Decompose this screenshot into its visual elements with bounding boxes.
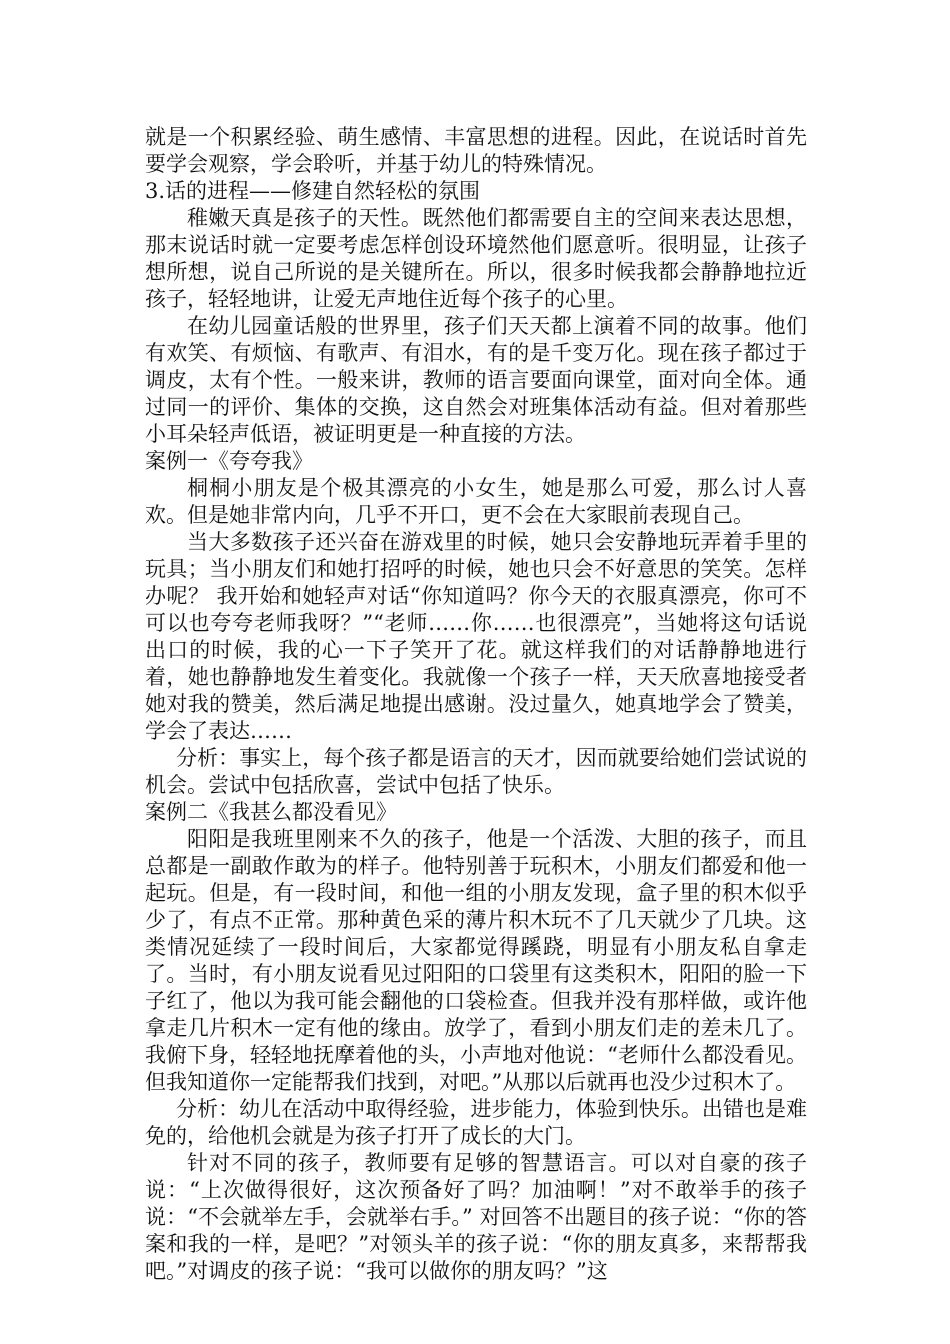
body-paragraph: 针对不同的孩子，教师要有足够的智慧语言。可以对自豪的孩子说：“上次做得很好，这次预备好了吗？加油啊！”对不敢举手的孩子说：“不会就举左手，会就举右手。” 对回答不出题目的孩子说：“你的答案和我的一样，是吧？”对领头羊的孩子说：“你的朋友真多，来帮帮我吧。”对调皮的孩子说：“我可以做你的朋友吗？”这	[145, 1151, 807, 1283]
case-heading: 案例二《我甚么都没看见》	[145, 800, 397, 824]
section-heading: 3.话的进程——修建自然轻松的氛围	[145, 179, 481, 203]
body-paragraph: 稚嫩天真是孩子的天性。既然他们都需要自主的空间来表达思想，那末说话时就一定要考虑怎样创设环境然他们愿意听。很明显，让孩子想所想，说自己所说的是关键所在。所以，很多时候我都会静静地拉近孩子，轻轻地讲，让爱无声地住近每个孩子的心里。	[145, 206, 807, 311]
body-paragraph: 在幼儿园童话般的世界里，孩子们天天都上演着不同的故事。他们有欢笑、有烦恼、有歌声、有泪水，有的是千变万化。现在孩子都过于调皮，太有个性。一般来讲，教师的语言要面向课堂，面对向全体。通过同一的评价、集体的交换，这自然会对班集体活动有益。但对着那些小耳朵轻声低语，被证明更是一种直接的方法。	[145, 314, 807, 446]
analysis-paragraph: 分析：事实上，每个孩子都是语言的天才，因而就要给她们尝试说的机会。尝试中包括欣喜，尝试中包括了快乐。	[145, 746, 807, 797]
body-paragraph: 就是一个积累经验、萌生感情、丰富思想的进程。因此，在说话时首先要学会观察，学会聆听，并基于幼儿的特殊情况。	[145, 125, 807, 176]
analysis-paragraph: 分析：幼儿在活动中取得经验，进步能力，体验到快乐。出错也是难免的，给他机会就是为孩子打开了成长的大门。	[145, 1097, 807, 1148]
body-paragraph: 阳阳是我班里刚来不久的孩子，他是一个活泼、大胆的孩子，而且总都是一副敢作敢为的样子。他特别善于玩积木，小朋友们都爱和他一起玩。但是，有一段时间，和他一组的小朋友发现，盒子里的积木似乎少了，有点不正常。那种黄色采的薄片积木玩不了几天就少了几块。这类情况延续了一段时间后，大家都觉得蹊跷，明显有小朋友私自拿走了。当时，有小朋友说看见过阳阳的口袋里有这类积木，阳阳的脸一下子红了，他以为我可能会翻他的口袋检查。但我并没有那样做，或许他拿走几片积木一定有他的缘由。放学了，看到小朋友们走的差未几了。我俯下身，轻轻地抚摩着他的头，小声地对他说：“老师什么都没看见。但我知道你一定能帮我们找到，对吧。”从那以后就再也没少过积木了。	[145, 827, 807, 1094]
document-page	[145, 124, 807, 1285]
case-heading: 案例一《夸夸我》	[145, 449, 313, 473]
body-paragraph: 当大多数孩子还兴奋在游戏里的时候，她只会安静地玩弄着手里的玩具；当小朋友们和她打招呼的时候，她也只会不好意思的笑笑。怎样办呢？ 我开始和她轻声对话“你知道吗？你今天的衣服真漂亮，你可不可以也夸夸老师我呀？”“老师……你……也很漂亮”，当她将这句话说出口的时候，我的心一下子笑开了花。就这样我们的对话静静地进行着，她也静静地发生着变化。我就像一个孩子一样，天天欣喜地接受者她对我的赞美，然后满足地提出感谢。没过量久，她真地学会了赞美，学会了表达……	[145, 530, 807, 743]
body-paragraph: 桐桐小朋友是个极其漂亮的小女生，她是那么可爱，那么讨人喜欢。但是她非常内向，几乎不开口，更不会在大家眼前表现自己。	[145, 476, 807, 527]
